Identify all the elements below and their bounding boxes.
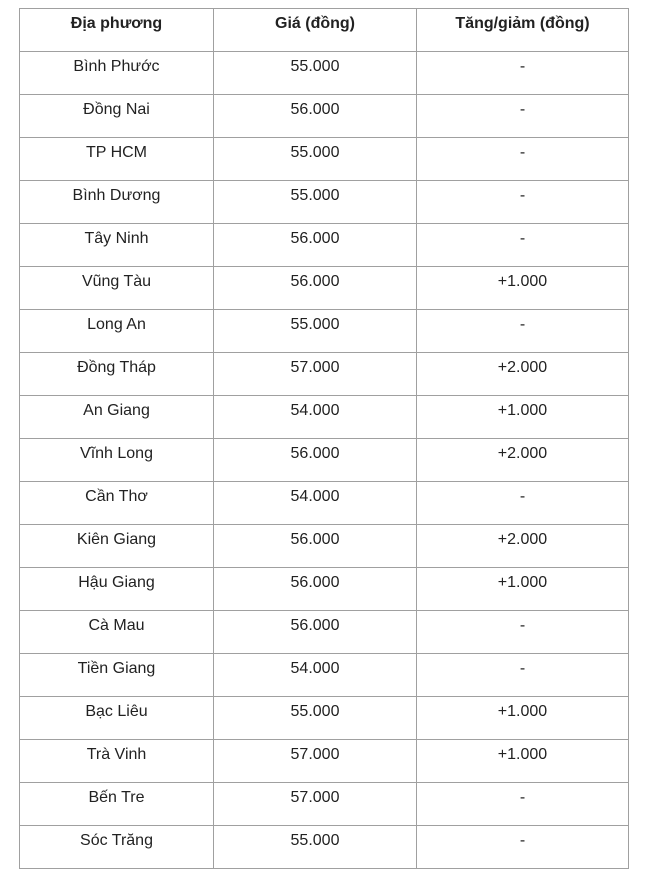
price-cell: 54.000 — [214, 482, 417, 525]
table-row — [20, 482, 629, 525]
region-cell: Vũng Tàu — [20, 267, 214, 310]
price-cell: 56.000 — [214, 267, 417, 310]
price-table — [19, 8, 629, 869]
table-row — [20, 654, 629, 697]
table-row — [20, 697, 629, 740]
region-cell: TP HCM — [20, 138, 214, 181]
change-cell: +1.000 — [417, 697, 629, 740]
change-cell: - — [417, 783, 629, 826]
header-row — [20, 9, 629, 52]
change-cell: +1.000 — [417, 740, 629, 783]
price-cell: 55.000 — [214, 697, 417, 740]
region-cell: Sóc Trăng — [20, 826, 214, 869]
region-cell: Đồng Nai — [20, 95, 214, 138]
price-cell: 56.000 — [214, 224, 417, 267]
header-region: Địa phương — [20, 9, 214, 52]
table-row — [20, 525, 629, 568]
change-cell: +2.000 — [417, 353, 629, 396]
table-row — [20, 826, 629, 869]
change-cell: +2.000 — [417, 439, 629, 482]
region-cell: Cần Thơ — [20, 482, 214, 525]
table-row — [20, 396, 629, 439]
table-row — [20, 439, 629, 482]
region-cell: Vĩnh Long — [20, 439, 214, 482]
price-cell: 56.000 — [214, 611, 417, 654]
price-cell: 55.000 — [214, 138, 417, 181]
table-row — [20, 611, 629, 654]
change-cell: +1.000 — [417, 396, 629, 439]
region-cell: Bình Dương — [20, 181, 214, 224]
table-row — [20, 138, 629, 181]
change-cell: - — [417, 52, 629, 95]
price-cell: 56.000 — [214, 95, 417, 138]
table-row — [20, 568, 629, 611]
region-cell: Long An — [20, 310, 214, 353]
change-cell: +1.000 — [417, 568, 629, 611]
header-change: Tăng/giảm (đồng) — [417, 9, 629, 52]
change-cell: - — [417, 138, 629, 181]
price-cell: 54.000 — [214, 654, 417, 697]
change-cell: - — [417, 224, 629, 267]
price-cell: 57.000 — [214, 353, 417, 396]
region-cell: Bến Tre — [20, 783, 214, 826]
price-cell: 56.000 — [214, 568, 417, 611]
change-cell: - — [417, 482, 629, 525]
change-cell: - — [417, 95, 629, 138]
table-row — [20, 224, 629, 267]
change-cell: - — [417, 310, 629, 353]
table-row — [20, 181, 629, 224]
region-cell: Tiền Giang — [20, 654, 214, 697]
price-cell: 56.000 — [214, 439, 417, 482]
table-row — [20, 353, 629, 396]
price-cell: 56.000 — [214, 525, 417, 568]
table-row — [20, 783, 629, 826]
table-row — [20, 52, 629, 95]
change-cell: - — [417, 181, 629, 224]
region-cell: Bạc Liêu — [20, 697, 214, 740]
change-cell: - — [417, 654, 629, 697]
region-cell: Trà Vinh — [20, 740, 214, 783]
region-cell: An Giang — [20, 396, 214, 439]
header-price: Giá (đồng) — [214, 9, 417, 52]
table-row — [20, 267, 629, 310]
price-cell: 55.000 — [214, 826, 417, 869]
price-cell: 57.000 — [214, 783, 417, 826]
region-cell: Kiên Giang — [20, 525, 214, 568]
region-cell: Bình Phước — [20, 52, 214, 95]
price-cell: 57.000 — [214, 740, 417, 783]
change-cell: - — [417, 611, 629, 654]
region-cell: Đồng Tháp — [20, 353, 214, 396]
change-cell: - — [417, 826, 629, 869]
table-row — [20, 310, 629, 353]
region-cell: Tây Ninh — [20, 224, 214, 267]
table-row — [20, 95, 629, 138]
price-cell: 54.000 — [214, 396, 417, 439]
price-cell: 55.000 — [214, 181, 417, 224]
price-cell: 55.000 — [214, 52, 417, 95]
price-cell: 55.000 — [214, 310, 417, 353]
change-cell: +1.000 — [417, 267, 629, 310]
change-cell: +2.000 — [417, 525, 629, 568]
region-cell: Hậu Giang — [20, 568, 214, 611]
table-row — [20, 740, 629, 783]
region-cell: Cà Mau — [20, 611, 214, 654]
